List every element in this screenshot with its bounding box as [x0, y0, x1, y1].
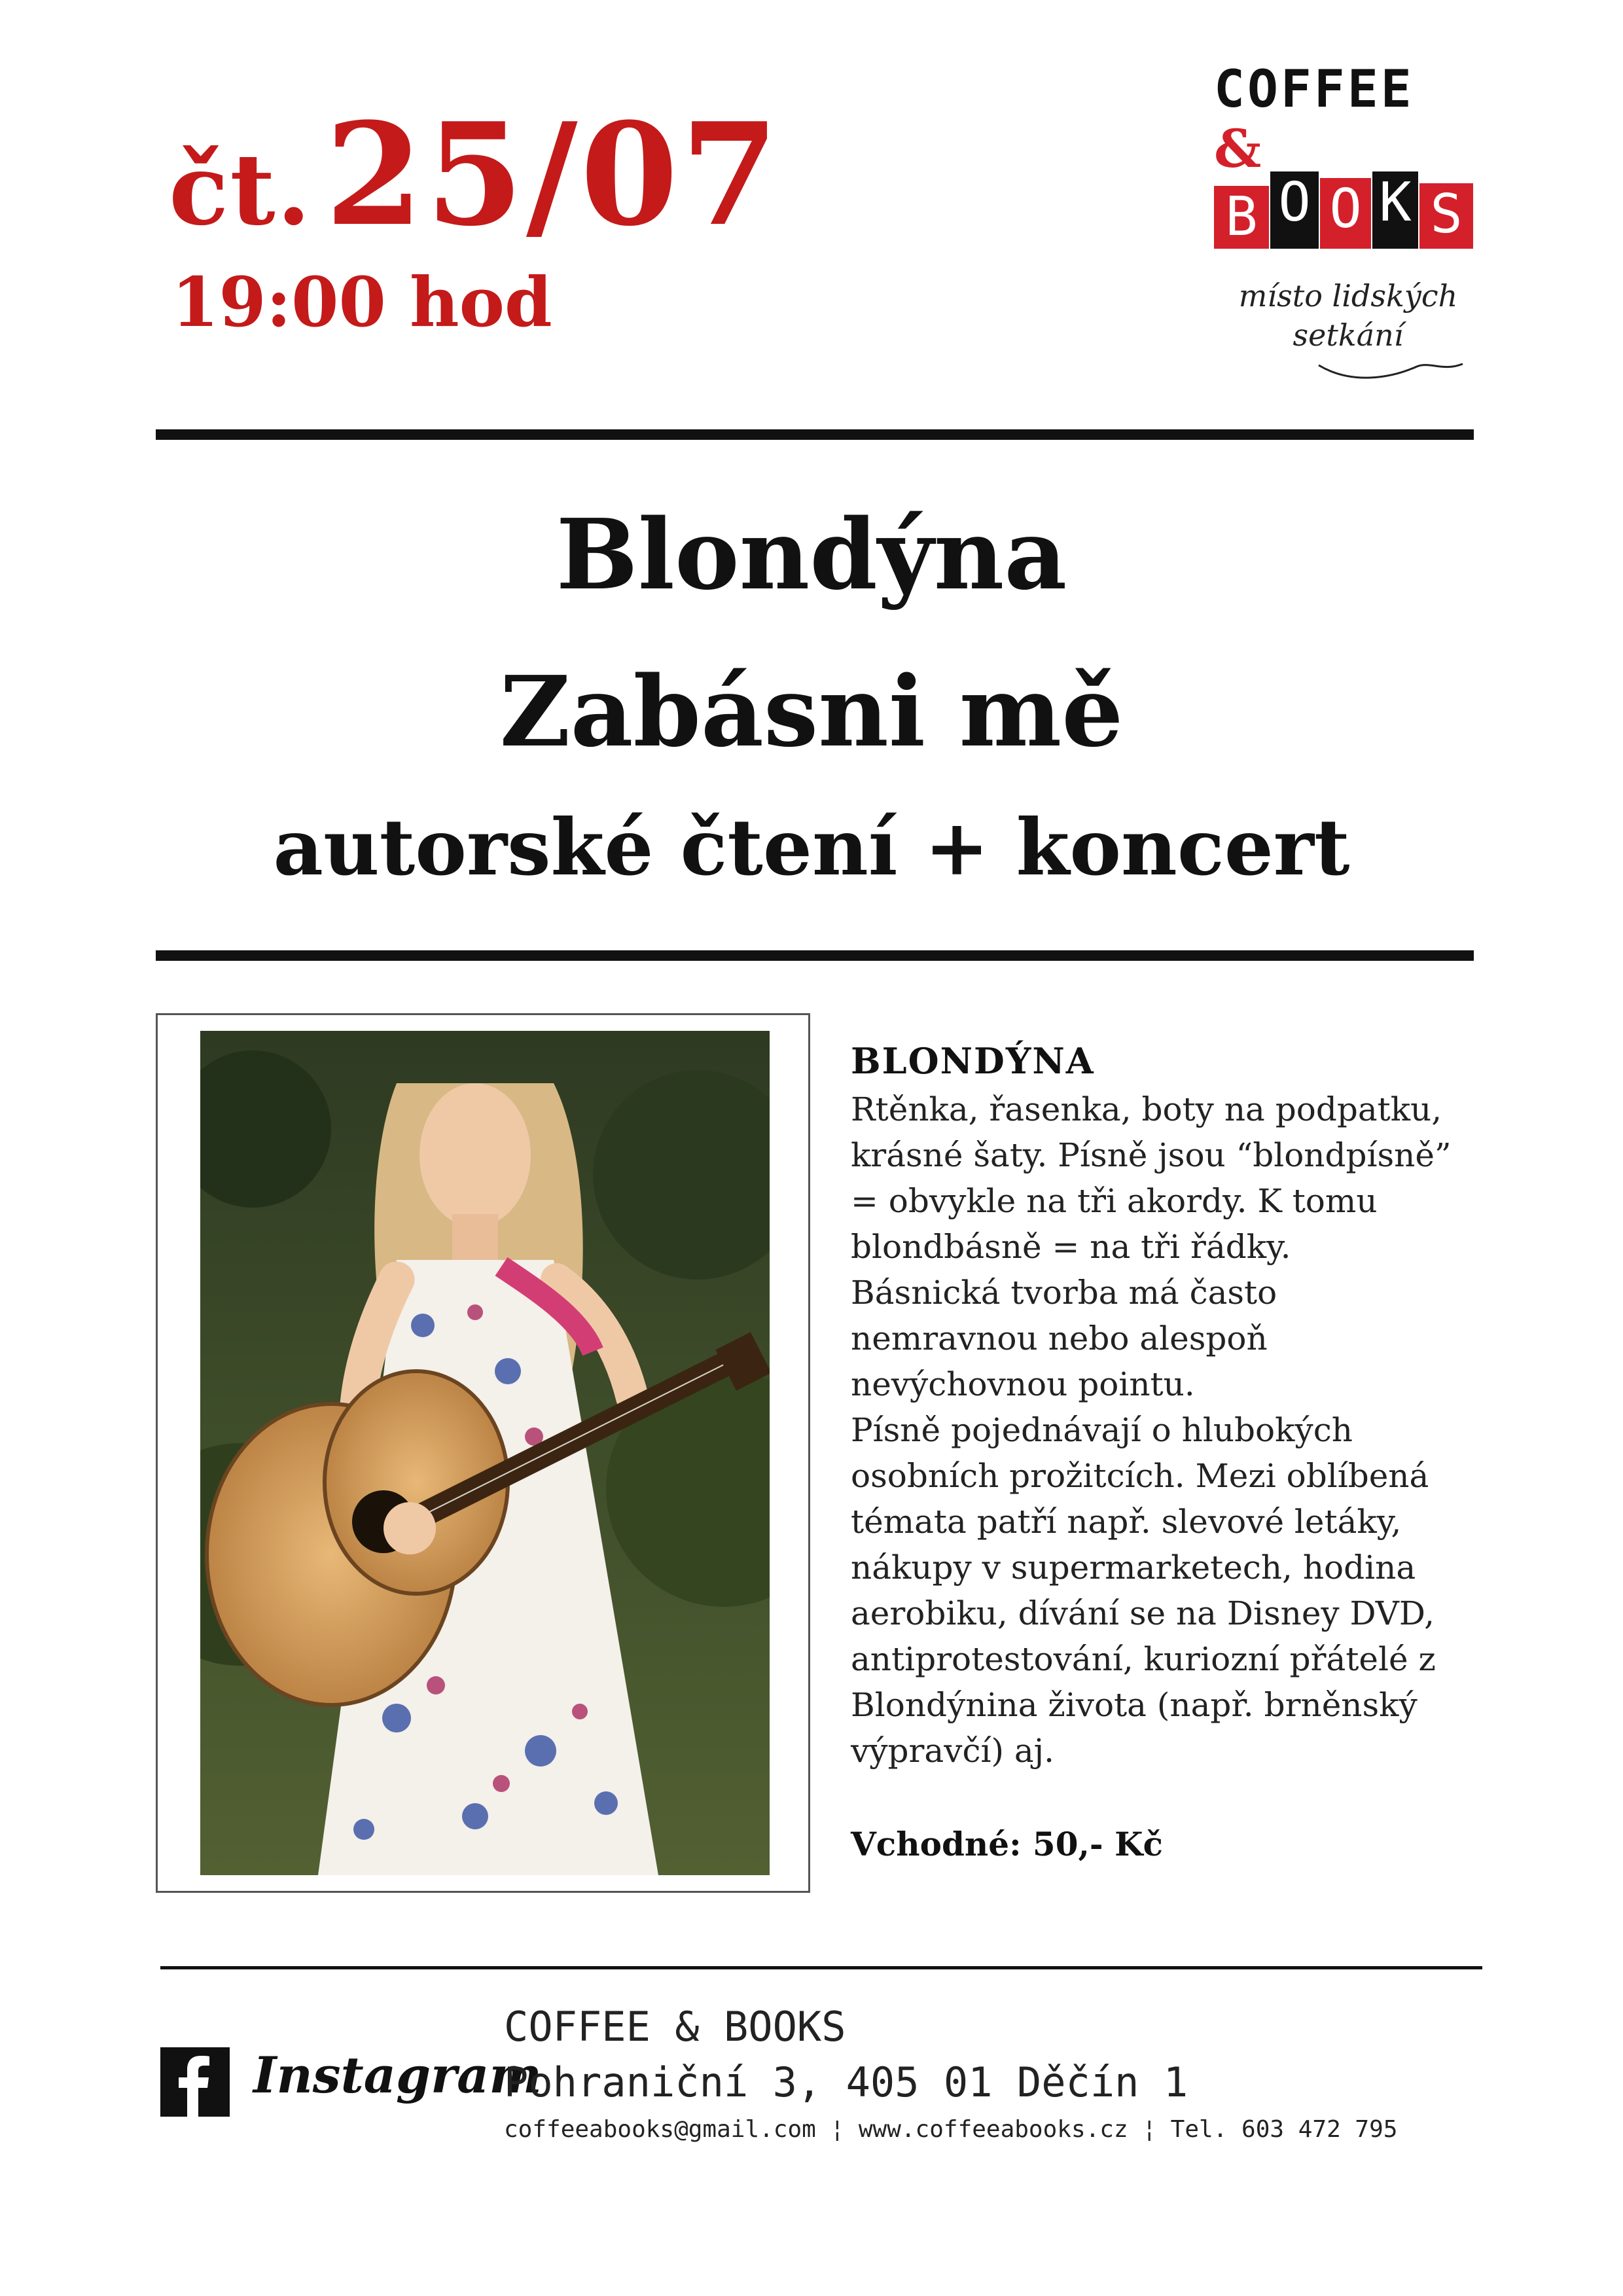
- event-date: [169, 92, 781, 257]
- footer-divider: [160, 1966, 1482, 1969]
- instagram-link[interactable]: Instagram: [253, 2046, 542, 2104]
- logo-books-blocks: [1214, 171, 1476, 250]
- bio-heading: BLONDÝNA: [851, 1040, 1095, 1082]
- logo-book-k: K: [1372, 171, 1418, 249]
- footer-contact: coffeeabooks@gmail.com ¦ www.coffeeabooks.cz ¦ Tel. 603 472 795: [504, 2116, 1398, 2143]
- coffee-books-logo: [1214, 60, 1476, 394]
- bio-line: Básnická tvorba má často: [851, 1274, 1277, 1312]
- bio-line: nemravnou nebo alespoň: [851, 1319, 1268, 1357]
- bio-line: aerobiku, dívání se na Disney DVD,: [851, 1594, 1435, 1632]
- middle-divider: [156, 950, 1474, 961]
- bio-line: osobních prožitcích. Mezi oblíbená: [851, 1457, 1429, 1495]
- logo-book-o2: O: [1320, 178, 1371, 249]
- facebook-icon[interactable]: [160, 2047, 230, 2117]
- bio-line: výpravčí) aj.: [851, 1732, 1055, 1770]
- artist-photo: [200, 1031, 770, 1875]
- event-date-number: 25/07: [325, 92, 781, 257]
- logo-coffee-text: COFFEE: [1214, 60, 1414, 119]
- bio-line: nákupy v supermarketech, hodina: [851, 1549, 1416, 1587]
- bio-line: krásné šaty. Písně jsou “blondpísně”: [851, 1136, 1452, 1174]
- tagline-flourish: [1221, 359, 1476, 385]
- event-subtitle: autorské čtení + koncert: [273, 802, 1350, 893]
- artist-name: Blondýna: [556, 497, 1067, 611]
- logo-book-o1: O: [1270, 171, 1319, 249]
- footer-venue-name: COFFEE & BOOKS: [504, 2003, 846, 2051]
- bio-line: antiprotestování, kuriozní přátelé z: [851, 1640, 1436, 1678]
- logo-tagline: místo lidských setkání: [1221, 276, 1476, 394]
- bio-line: Písně pojednávají o hlubokých: [851, 1411, 1353, 1449]
- top-divider: [156, 429, 1474, 440]
- bio-line: Rtěnka, řasenka, boty na podpatku,: [851, 1090, 1442, 1128]
- event-time: 19:00 hod: [171, 262, 552, 342]
- artist-bio: [851, 1035, 1505, 1774]
- artist-photo-illustration: [200, 1031, 770, 1875]
- event-title: Zabásni mě: [499, 655, 1124, 768]
- bio-line: blondbásně = na tři řádky.: [851, 1228, 1291, 1266]
- bio-line: = obvykle na tři akordy. K tomu: [851, 1182, 1378, 1220]
- logo-book-b: B: [1214, 186, 1269, 249]
- footer-address: Pohraniční 3, 405 01 Děčín 1: [504, 2058, 1188, 2106]
- logo-ampersand: &: [1214, 118, 1262, 179]
- bio-line: Blondýnina života (např. brněnský: [851, 1686, 1418, 1724]
- facebook-glyph: [160, 2047, 230, 2117]
- event-day: čt.: [169, 132, 312, 247]
- logo-book-s: S: [1419, 183, 1473, 249]
- bio-line: nevýchovnou pointu.: [851, 1365, 1195, 1403]
- entry-price: Vchodné: 50,- Kč: [851, 1825, 1163, 1863]
- bio-line: témata patří např. slevové letáky,: [851, 1503, 1402, 1541]
